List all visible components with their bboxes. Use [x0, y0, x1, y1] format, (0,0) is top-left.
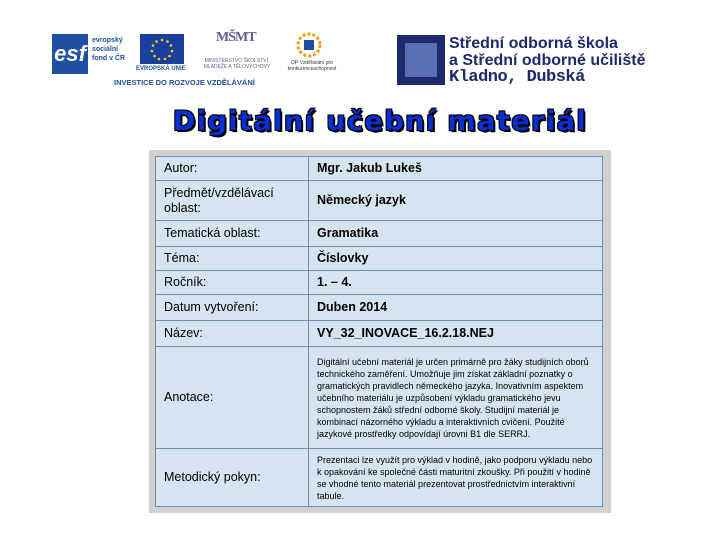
row-label: Metodický pokyn: [156, 449, 309, 507]
op-label: OP Vzdělávání pro konkurenceschopnost [287, 60, 337, 72]
row-value: Číslovky [309, 247, 603, 271]
row-value: Mgr. Jakub Lukeš [309, 157, 603, 181]
row-label: Název: [156, 321, 309, 347]
eu-label: EVROPSKÁ UNIE [136, 66, 186, 72]
methodology-text: Prezentaci lze využít pro výklad v hodině, jako podporu výkladu nebo k opakování ke společné části maturitní zkoušky. Při použití v hodině se vhodné tento materiál prezentovat prostřednictvím interaktivní tabule. [309, 449, 603, 507]
school-name-line3: Kladno, Dubská [449, 68, 585, 87]
page-title: Digitální učební materiál [172, 106, 588, 137]
invest-slogan: INVESTICE DO ROZVOJE VZDĚLÁVÁNÍ [114, 78, 255, 87]
row-value: Německý jazyk [309, 181, 603, 221]
row-value: Duben 2014 [309, 295, 603, 321]
row-value: Gramatika [309, 221, 603, 247]
table-row [156, 347, 603, 449]
esf-text: evropský sociální fond v ČR [92, 37, 126, 62]
esf-mark: esf [52, 34, 88, 74]
row-label: Ročník: [156, 271, 309, 295]
table-row [156, 221, 603, 247]
school-logo [397, 35, 657, 87]
row-value: VY_32_INOVACE_16.2.18.NEJ [309, 321, 603, 347]
row-label: Předmět/vzdělávací oblast: [156, 181, 309, 221]
annotation-text: Digitální učební materiál je určen primárně pro žáky studijních oborů technického zaměření. Umožňuje jim získat základní poznatky o gramatických pravidlech německého jazyka. Inovativním aspektem učebního materiálu je uzpůsobení výkladu gramatického jevu schopnostem žáků střední odborné školy. Studijní materiál je kombinací názorného výkladu a interaktivních cvičení. Použité jazykové prostředky odpovídají úrovni B1 dle SERRJ. [309, 347, 603, 449]
esf-logo [52, 34, 132, 74]
eu-flag-icon [140, 34, 184, 64]
row-label: Datum vytvoření: [156, 295, 309, 321]
table-row [156, 271, 603, 295]
row-value: 1. – 4. [309, 271, 603, 295]
row-label: Autor: [156, 157, 309, 181]
table-row [156, 247, 603, 271]
table-row [156, 321, 603, 347]
partner-logos [52, 30, 337, 92]
table-row [156, 449, 603, 507]
table-row [156, 295, 603, 321]
row-label: Tematická oblast: [156, 221, 309, 247]
table-row [156, 181, 603, 221]
school-name-line1: Střední odborná škola [449, 35, 618, 52]
table-row [156, 157, 603, 181]
op-logo [284, 32, 336, 76]
info-table [155, 156, 603, 507]
school-emblem-icon [397, 35, 445, 85]
row-label: Téma: [156, 247, 309, 271]
op-mark-icon [296, 32, 322, 58]
msmt-logo [202, 30, 272, 74]
msmt-mark: MŠMT [216, 30, 256, 45]
row-label: Anotace: [156, 347, 309, 449]
school-name-line2: a Střední odborné učiliště [449, 52, 646, 69]
msmt-label: MINISTERSTVO ŠKOLSTVÍ, MLÁDEŽE A TĚLOVÝCHOVY [203, 58, 271, 70]
